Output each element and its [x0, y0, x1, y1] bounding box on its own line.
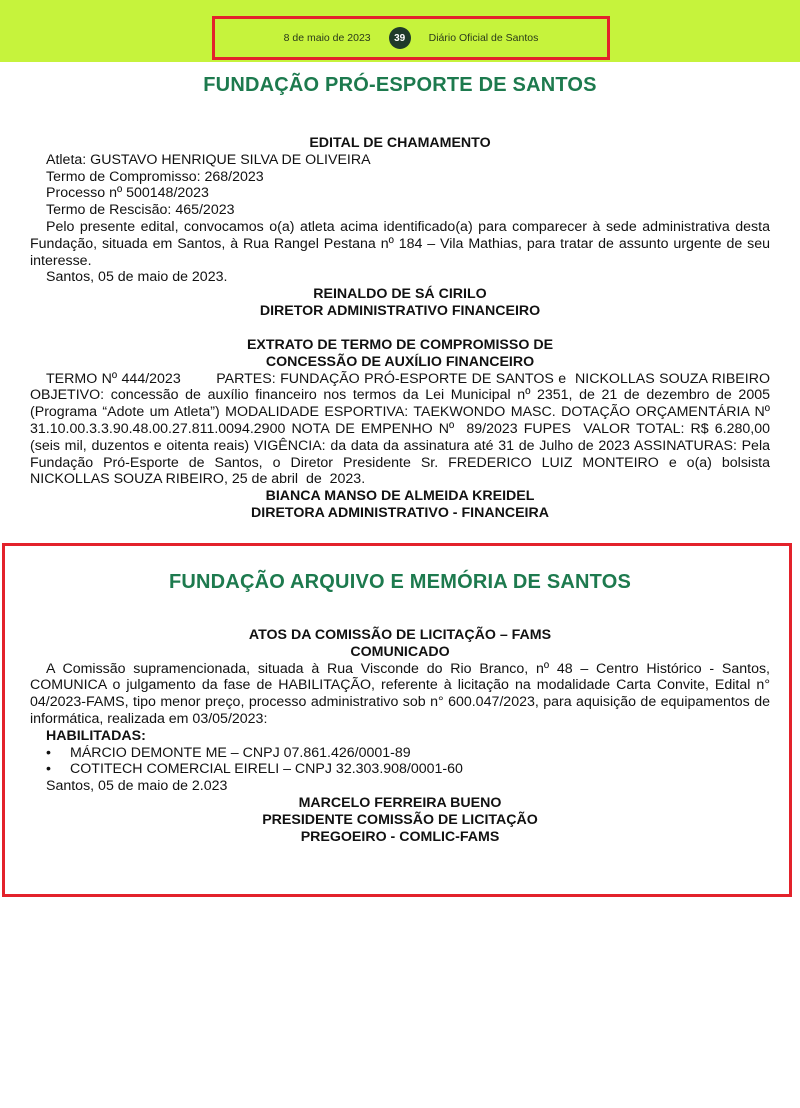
licitacao-heading-line1: ATOS DA COMISSÃO DE LICITAÇÃO – FAMS [248, 627, 552, 643]
bullet-icon: • [46, 744, 51, 761]
edital-signer-role: DIRETOR ADMINISTRATIVO FINANCEIRO [259, 302, 541, 319]
edital-place-date: Santos, 05 de maio de 2023. [46, 269, 228, 286]
section1-title: FUNDAÇÃO PRÓ-ESPORTE DE SANTOS [203, 74, 597, 96]
extrato-block [30, 337, 774, 522]
edital-heading: EDITAL DE CHAMAMENTO [309, 135, 491, 151]
section2-title: FUNDAÇÃO ARQUIVO E MEMÓRIA DE SANTOS [168, 571, 632, 593]
header-date: 8 de maio de 2023 [283, 32, 371, 44]
licitacao-signer-role2: PREGOEIRO - COMLIC-FAMS [300, 828, 500, 845]
list-item [30, 761, 770, 778]
licitacao-signer-name: MARCELO FERREIRA BUENO [298, 794, 502, 811]
edital-processo: Processo nº 500148/2023 [46, 185, 209, 202]
edital-signer-name: REINALDO DE SÁ CIRILO [313, 286, 487, 303]
edital-block [30, 135, 770, 320]
habilitada-item: COTITECH COMERCIAL EIRELI – CNPJ 32.303.908/0001-60 [70, 761, 463, 778]
habilitada-item: MÁRCIO DEMONTE ME – CNPJ 07.861.426/0001-89 [70, 744, 411, 761]
habilitadas-label: HABILITADAS: [46, 727, 146, 744]
extrato-signer-role: DIRETORA ADMINISTRATIVO - FINANCEIRA [251, 504, 549, 521]
edital-termo-compromisso: Termo de Compromisso: 268/2023 [46, 168, 264, 185]
edital-termo-rescisao: Termo de Rescisão: 465/2023 [46, 202, 235, 219]
extrato-body: TERMO Nº 444/2023 PARTES: FUNDAÇÃO PRÓ-ESPORTE DE SANTOS e NICKOLLAS SOUZA RIBEIRO OBJETIVO: concessão de auxílio financeiro nos termos da Lei Municipal nº 2351, de 21 de dezembro de 2005 (Programa “Adote um Atleta”) MODALIDADE ESPORTIVA: TAEKWONDO MASC. DOTAÇÃO ORÇAMENTÁRIA Nº 31.10.00.3.3.90.48.00.27.811.0094.2900 NOTA DE EMPENHO Nº 89/2023 FUPES VALOR TOTAL: R$ 6.280,00 (seis mil, duzentos e oitenta reais) VIGÊNCIA: da data da assinatura até 31 de Julho de 2023 ASSINATURAS: Pela Fundação Pró-Esporte de Santos, o Diretor Presidente Sr. FREDERICO LUIZ MONTEIRO e o(a) bolsista NICKOLLAS SOUZA RIBEIRO, 25 de abril de 2023. [30, 370, 774, 488]
extrato-heading-line2: CONCESSÃO DE AUXÍLIO FINANCEIRO [265, 353, 535, 370]
licitacao-body: A Comissão supramencionada, situada à Rua Visconde do Rio Branco, nº 48 – Centro Histórico - Santos, COMUNICA o julgamento da fase de HABILITAÇÃO, referente à licitação na modalidade Carta Convite, Edital n° 04/2023-FAMS, tipo menor preço, processo administrativo sob n° 600.047/2023, para aquisição de equipamentos de informática, realizada em 03/05/2023: [30, 660, 770, 727]
list-item [30, 745, 770, 762]
page-header [212, 16, 610, 60]
licitacao-heading-line2: COMUNICADO [350, 643, 450, 660]
edital-body: Pelo presente edital, convocamos o(a) atleta acima identificado(a) para comparecer à sede administrativa desta Fundação, situada em Santos, à Rua Rangel Pestana nº 184 – Vila Mathias, para tratar de assunto urgente de seu interesse. [30, 218, 770, 269]
extrato-heading-line1: EXTRATO DE TERMO DE COMPROMISSO DE [246, 337, 554, 353]
licitacao-signer-role1: PRESIDENTE COMISSÃO DE LICITAÇÃO [262, 811, 538, 828]
edital-atleta: Atleta: GUSTAVO HENRIQUE SILVA DE OLIVEIRA [46, 151, 371, 168]
extrato-signer-name: BIANCA MANSO DE ALMEIDA KREIDEL [265, 488, 535, 505]
licitacao-block [30, 627, 770, 845]
page-number-badge: 39 [389, 27, 411, 49]
publication-name: Diário Oficial de Santos [428, 32, 539, 44]
bullet-icon: • [46, 761, 51, 778]
licitacao-place-date: Santos, 05 de maio de 2.023 [46, 778, 228, 795]
